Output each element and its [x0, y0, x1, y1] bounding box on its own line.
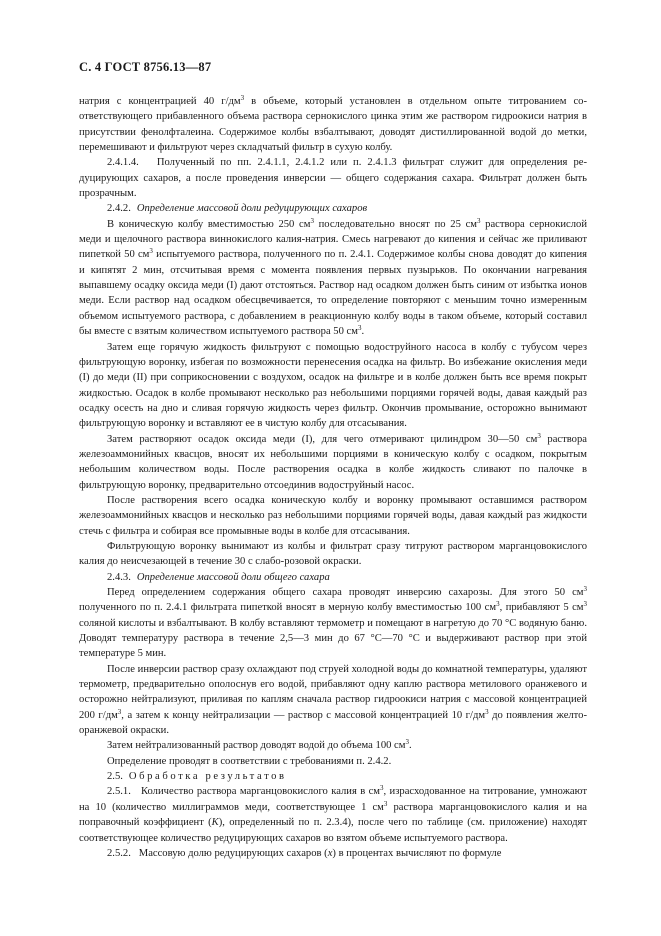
- section-heading: [79, 201, 587, 216]
- paragraph: 2.4.1.4. Полученный по пп. 2.4.1.1, 2.4.1.2 или п. 2.4.1.3 фильтрат служит для определения редуцирующих сахаров, а после проведения инверсии — общего содержания сахара. Фильтрат должен быть прозрачным.: [79, 157, 587, 200]
- paragraph: Фильтрующую воронку вынимают из колбы и фильтрат сразу титруют раствором марганцовокислого калия до неисчезающей в течение 30 с слабо-розовой окраски.: [79, 540, 587, 568]
- section-title: Определение массовой доли общего сахара: [136, 571, 330, 583]
- paragraph: После инверсии раствор сразу охлаждают под струей холодной воды до комнатной температуры, удаляют термометр, предварительно ополоснув его водой, прибавляют одну каплю раствора метилового оранжевого и осторожно нейтрализуют, приливая по каплям сначала раствор гидроокиси натрия с массовой концентрацией 200 $г/дм^3$, а затем к концу нейтрализации — раствор с массовой концентрацией 10 $г/дм^3$ до появления желто-оранжевой окраски.: [79, 663, 587, 737]
- paragraph: Перед определением содержания общего сахара проводят инверсию сахарозы. Для этого 50 $см^3$ полученного по п. 2.4.1 фильтрата пипеткой вносят в мерную колбу вместимостью 100 $см^3$, прибавляют 5 $см^3$ соляной кислоты и взбалтывают. В колбу вставляют термометр и помещают в нагретую до 70 °С водяную баню. Доводят температуру раствора в течение 2,5—3 мин до 67 °С—70 °С и выдерживают раствор при этой температуре 5 мин.: [79, 585, 587, 660]
- section-heading: [79, 570, 587, 585]
- section-title: Определение массовой доли редуцирующих сахаров: [136, 203, 368, 215]
- page-header: С. 4 ГОСТ 8756.13—87: [79, 60, 212, 74]
- section-heading: [79, 769, 587, 784]
- paragraph: Определение проводят в соответствии с требованиями п. 2.4.2.: [107, 755, 392, 767]
- paragraph: В коническую колбу вместимостью 250 $см^3$ последовательно вносят по 25 $см^3$ раствора сернокислой меди и щелочного раствора виннокислого калия-натрия. Смесь нагревают до кипения и сейчас же приливают пипеткой 50 $см^3$ испытуемого раствора, полученного по п. 2.4.1. Содержимое колбы снова доводят до кипения и кипятят 2 мин, отсчитывая время с момента появления первых пузырьков. По окончании нагревания выпавшему осадку оксида меди (I) дают отстояться. Раствор над осадком должен быть синим от избытка ионов меди. Если раствор над осадком обесцвечивается, то определение повторяют с меньшим точно измеренным объемом испытуемого раствора, с добавлением в реакционную колбу воды в таком объеме, который составил бы вместе с взятым количеством испытуемого раствора 50 $см^3$.: [79, 216, 587, 338]
- paragraph: Затем растворяют осадок оксида меди (I), для чего отмеривают цилиндром 30—50 $см^3$ раствора железоаммонийных квасцов, вносят их небольшими порциями в коническую колбу с осадком, покрытым небольшим количеством воды. После растворения осадка в колбе жидкость сливают по палочке в фильтрующую воронку, предварительно отсоединив водоструйный насос.: [79, 431, 587, 491]
- paragraph: 2.5.2. Массовую долю редуцирующих сахаров (x) в процентах вычисляют по формуле: [107, 847, 502, 859]
- section-number: 2.4.2.: [107, 203, 131, 215]
- paragraph: Затем еще горячую жидкость фильтруют с помощью водоструйного насоса в колбу с тубусом через фильтрующую воронку, избегая по возможности перенесения осадка на фильтр. Во избежание окисления меди (I) до меди (II) при соприкосновении с воздухом, осадок на фильтре и в колбе должен быть все время покрыт жидкостью. Осадок в колбе промывают несколько раз небольшими порциями горячей воды, давая каждый раз осадку осесть на дно и сливая горячую жидкость через фильтр. Окончив промывание, осторожно вынимают фильтрующую воронку и вставляют ее в чистую колбу для отсасывания.: [79, 341, 587, 430]
- paragraph: натрия с концентрацией 40 $г/дм^3$ в объеме, который установлен в отдельном опыте титрованием соответствующего прибавленного объема раствора сернокислого цинка этим же раствором гидроокиси натрия в присутствии фенолфталеина. Содержимое колбы взбалтывают, доводят дистиллированной водой до метки, перемешивают и фильтруют через складчатый фильтр в сухую колбу.: [79, 94, 587, 154]
- section-number: 2.4.3.: [107, 571, 131, 583]
- paragraph: 2.5.1. Количество раствора марганцовокислого калия в $см^3$, израсходованное на титрование, умножают на 10 (количество миллиграммов меди, соответствующее 1 $см^3$ раствора марганцовокислого калия и на поправочный коэффициент (K), определенный по п. 2.3.4), после чего по таблице (см. приложение) находят соответствующее количество редуцирующих сахаров во взятом объеме испытуемого раствора.: [79, 784, 588, 844]
- paragraph: Затем нейтрализованный раствор доводят водой до объема 100 $см^3$.: [107, 738, 412, 752]
- section-number: 2.5.: [107, 771, 123, 783]
- document-body: [79, 94, 587, 861]
- paragraph: После растворения всего осадка коническую колбу и воронку промывают оставшимся раствором железоаммонийных квасцов и несколько раз небольшими порциями горячей воды, давая каждый раз жидкости стечь с фильтра и собирая все промывные воды в колбе для отсасывания.: [79, 494, 587, 537]
- section-title: Обработка результатов: [128, 771, 287, 783]
